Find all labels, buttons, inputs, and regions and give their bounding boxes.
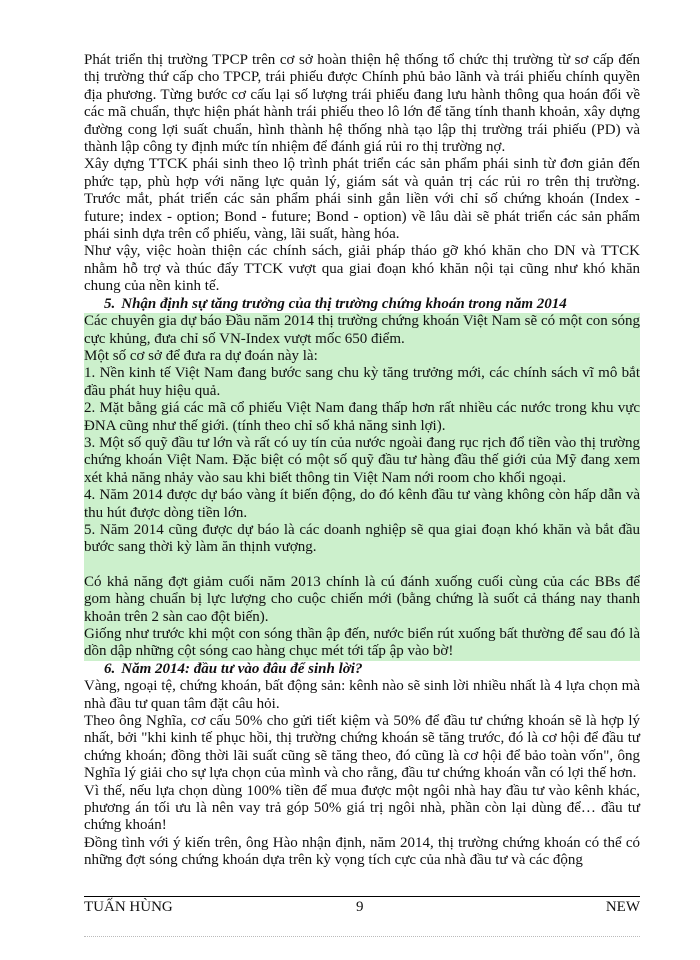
bottom-divider — [84, 936, 640, 937]
heading-section-5 — [84, 296, 640, 313]
paragraph-bond-market: Phát triển thị trường TPCP trên cơ sở hoàn thiện hệ thống tổ chức thị trường từ sơ cấp đến thị trường thứ cấp cho TPCP, trái phiếu được Chính phủ bảo lãnh và trái phiếu chính quyền địa phương. Từng bước cơ cấu lại số lượng trái phiếu đang lưu hành thông qua hoán đổi về các mã chuẩn, thực hiện phát hành trái phiếu theo lô lớn để tăng tính thanh khoản, xây dựng đường cong lợi suất chuẩn, hình thành hệ thống nhà tạo lập thị trường trái phiếu (PD) và thành lập công ty định mức tín nhiệm để đánh giá rủi ro thị trường nợ. — [84, 52, 640, 156]
paragraph-conclusion: Như vậy, việc hoàn thiện các chính sách, giải pháp tháo gỡ khó khăn cho DN và TTCK nhằm hỗ trợ và thúc đẩy TTCK vượt qua giai đoạn khó khăn nội tại cũng như khó khăn chung của nền kinh tế. — [84, 243, 640, 295]
paragraph-basis: Một số cơ sở để đưa ra dự đoán này là: — [84, 347, 318, 364]
paragraph-tsunami: Giống như trước khi một con sóng thần ập đến, nước biển rút xuống bất thường để sau đó là dồn dập những cột sóng cao hàng chục mét tới tấp ập vào bờ! — [84, 626, 640, 660]
heading-text: Nhận định sự tăng trưởng của thị trường chứng khoán trong năm 2014 — [121, 295, 567, 312]
document-body — [84, 52, 640, 870]
list-item: 1. Nền kinh tế Việt Nam đang bước sang chu kỳ tăng trưởng mới, các chính sách vĩ mô bắt đầu phát huy hiệu quả. — [84, 365, 640, 399]
list-item: 4. Năm 2014 được dự báo vàng ít biến động, do đó kênh đầu tư vàng không còn hấp dẫn và thu hút được dòng tiền lớn. — [84, 487, 640, 521]
paragraph-nghia: Theo ông Nghĩa, cơ cấu 50% cho gửi tiết kiệm và 50% để đầu tư chứng khoán sẽ là hợp lý nhất, bởi "khi kinh tế phục hồi, thị trường chứng khoán sẽ tăng trước, đó là cơ hội để đầu tư chứng khoán; đồng thời lãi suất cũng sẽ tăng theo, đó cũng là cơ hội để bảo toàn vốn", ông Nghĩa lý giải cho sự lựa chọn của mình và cho rằng, đầu tư chứng khoán vẫn có lợi thế hơn. — [84, 713, 640, 782]
paragraph-house: Vì thế, nếu lựa chọn dùng 100% tiền để mua được một ngôi nhà hay đầu tư vào kênh khác, phương án tối ưu là nên vay trả góp 50% giá trị ngôi nhà, phần còn lại dùng để… đầu tư chứng khoán! — [84, 782, 640, 834]
list-item: 3. Một số quỹ đầu tư lớn và rất có uy tín của nước ngoài đang rục rịch đổ tiền vào thị trường chứng khoán Việt Nam. Đặc biệt có một số quỹ đầu tư hàng đầu thế giới của Mỹ đang xem xét khả năng nhảy vào sau khi biết thông tin Việt Nam nới room cho khối ngoại. — [84, 434, 640, 486]
paragraph-derivatives: Xây dựng TTCK phái sinh theo lộ trình phát triển các sản phẩm phái sinh từ đơn giản đến phức tạp, phù hợp với năng lực quản lý, giám sát và quản trị các rủi ro trên thị trường. Trước mắt, phát triển các sản phẩm phái sinh gắn liền với chỉ số chứng khoán (Index - future; index - option; Bond - future; Bond - option) về lâu dài sẽ phát triển các sản phẩm phái sinh dựa trên cổ phiếu, vàng, lãi suất, hàng hóa. — [84, 156, 640, 243]
heading-number: 5. — [104, 295, 116, 312]
heading-text: Năm 2014: đầu tư vào đâu để sinh lời? — [121, 660, 363, 677]
footer-author: TUẤN HÙNG — [84, 899, 173, 915]
list-item: 2. Mặt bằng giá các mã cổ phiếu Việt Nam đang thấp hơn rất nhiều các nước trong khu vực ĐNA cũng như thế giới. (tính theo chỉ số khả năng sinh lợi). — [84, 400, 640, 434]
highlighted-block — [84, 313, 640, 661]
blank-line — [84, 557, 640, 574]
paragraph-forecast: Các chuyên gia dự báo Đầu năm 2014 thị trường chứng khoán Việt Nam sẽ có một con sóng cực khủng, đưa chỉ số VN-Index vượt mốc 650 điểm. — [84, 313, 640, 347]
heading-section-6 — [84, 661, 640, 678]
paragraph-wave: Có khả năng đợt giảm cuối năm 2013 chính là cú đánh xuống cuối cùng của các BBs để gom hàng chuẩn bị lực lượng cho cuộc chiến mới (bằng chứng là suốt cả tháng nay thanh khoản trên 2 sàn cao đột biến). — [84, 573, 640, 625]
page-number: 9 — [356, 899, 364, 915]
heading-number: 6. — [104, 660, 116, 677]
paragraph-hao: Đồng tình với ý kiến trên, ông Hào nhận định, năm 2014, thị trường chứng khoán có thể có những đợt sóng chứng khoán dựa trên kỳ vọng tích cực của nhà đầu tư và các động — [84, 834, 640, 869]
paragraph-channels: Vàng, ngoại tệ, chứng khoán, bất động sản: kênh nào sẽ sinh lời nhiều nhất là 4 lựa chọn mà nhà đầu tư quan tâm đặt câu hỏi. — [84, 678, 640, 712]
list-item: 5. Năm 2014 cũng được dự báo là các doanh nghiệp sẽ qua giai đoạn khó khăn và bắt đầu bước sang thời kỳ làm ăn thịnh vượng. — [84, 521, 640, 556]
page-footer — [84, 896, 640, 915]
footer-label: NEW — [605, 899, 640, 915]
